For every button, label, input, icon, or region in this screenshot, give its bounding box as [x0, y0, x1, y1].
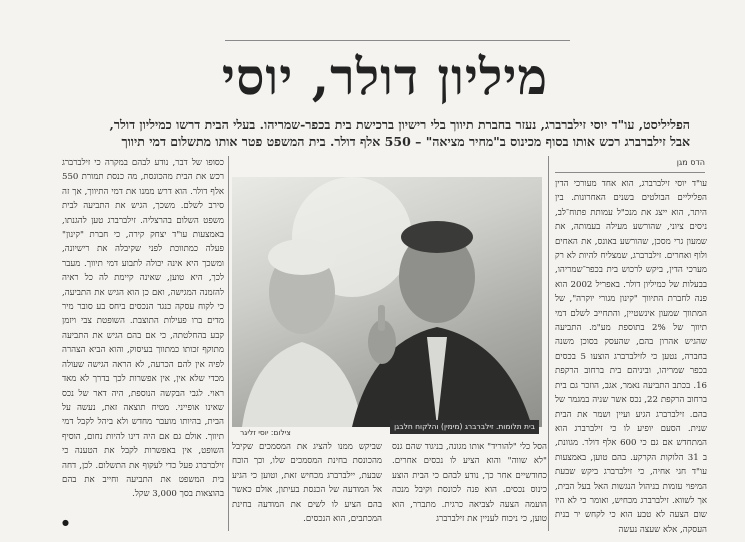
- article-column-right: עו"ד יוסי זילברברג, הוא אחד מעורכי הדין הפליליים הבולטים בשנים האחרונות. בין היתר, הוא ייצג את מנכ"ל עמותת פתוח־לב, ניסים ציוני, שהורשע מעילה בעמותה, את שמעון גרי מסכן, שהורשע באונס, את האחים ולוף ואחרים. זילברברג, שמצליח להיות לא רק מערכי הדין, ביקש לרכוש בית בכפר־שמריהו, בבעלות של כמיליון דולר. באפריל 2002 הוא פנה לחברת התיווך "קינון מגורי יוקרה", של המתווך שמעון אינשטיין, והתחייב לשלם דמי תיווך של 2% בתוספת מע"מ. התביעה שהגיש אהרון בהם, שהעסק בסוכן משנה בחברה, נטען כי לזילברברג הוצעו 5 בכסים בכפר שמריהו, וביניהם בית ברחוב הרקפת 16. בכתב התביעה נאמר, אגב, הוזכר גם בית ברחוב הרקפת 22, נכס אשר שניה במגמר של בהם. זילברברג הגיע ועיין ושמר את הבית שנית. הסעם יופיע לו כי זילברברג הוא המתחדש אם גם כי 600 אלף דולר. מגוונת, ב 31 הלוקות הקרקע. בהם טוען, באמצעות עו"ד חגי אחיה, כי זילברברג ביקש שבעת המיפוי עזמות בניהול הנגשות האל בעל הבית, אך לשווא. זילברברג מכחיש, ואומר כי לא היו שום הצעה לא טבע הוא כי לקחש יר בנית העסקה, אלא שעצה נעשה: [555, 179, 708, 535]
- article-headline: מיליון דולר, יוסי: [221, 47, 549, 106]
- article-byline: הדס מגן: [676, 158, 705, 167]
- photo-caption: בית תלומות. זילברברג (מימין) והלקוח חלבגן: [390, 420, 539, 434]
- photo-credit: צילום: יוסי זליגר: [240, 428, 291, 437]
- headline-top-rule: [225, 40, 570, 41]
- photo-illustration: [232, 177, 542, 427]
- column-divider-left: [228, 156, 229, 531]
- article-subhead: הפליליסט, עו"ד יוסי זילברברג, נעזר בחברת תיווך בלי רישיון ברכישת בית בכפר-שמריהו. בעלי הבית דרשו כמיליון דולר, אבל זילברברג רכש אותו בסוף מכינוס ב"מחיר מציאה" – 550 אלף דולר. בית המשפט פטר אותו מתשלום דמי תיווך: [109, 117, 690, 149]
- article-end-mark: ●: [62, 518, 69, 527]
- article-column-under-photo-left: שביקש ממנו להציג את המסמכים שקיבל מהכונסת בחינת המסמכים שלו, וכך הוכח שבעת, יילברברג מכחיש זאת, וטוען כי הגיע אל המודעה של הכנסת בעיתון, אולם כאשר בהם הציע לו לשים את המודעה בחינת המכתבים, הוא הנכסים.: [232, 442, 382, 525]
- article-column-left: כסופו של דבר, נודע לבהם במקרה כי זילברברג רכש את הבית מהכונסת, מה כנסת תמורת 550 אלף דולר. הוא דרש ממנו את דמי התיווך, אך זה סירב לשלם. משכך, הגיש את התביעה לבית משפט השלום בהרצליה. זילברברג טען להגנתו, באמצעות עו"ד יצחק קירה, כי חברת "קינון" פעלה כמתווכת לפני שקיבלה את רישיונה, ומשכך היא אינה יכולה לתבוע דמי תיווך. מעבר לכך, היא טוען, שאינה קיימת לה כל ראיה להזמנה המגישה, ואם כן הוא הגיש את התביעה, כי לקוח עסקה כנגד הנכסים ביחס בע סובר מיר מדים ברו פעילות התוצבת. השופטת צבי ויזמן קבע בהחלטתה, כי אם בהם הגיש את התביעה מתוקף זכותו כמתווך בעיסוק, והוא הביא הצהרה לפיה אין להם הכרעה, לא הראה הגישה שעולה מכדי שלא אין, אין אפשרות לכך בדרך לא מאד ראוי. לגבי הבקשה הנוספת, היה דאר של נכס שאינו אופייני. מטיח תוצאה זאת, נעשה על הבית, בהיותו מועבר מחדש ולא ביהל לקבל דמי תיווך. אולם גם אם היה דינו להיות נחום, הוסיף השופט, אין באפשרות לקבל את הטענה כי זילברברג פעל כדי לעקוף את התשלום. לכן, דחה בית המשפט את התביעה וחייב את בהם בהוצאות בסך 3,000 שקל.: [62, 158, 224, 500]
- column-divider-right: [548, 156, 549, 531]
- article-photo: [232, 177, 542, 427]
- byline-rule: [555, 172, 705, 173]
- article-column-under-photo-right: הסל כלי "להוריד" אותו מגונה, בניגוד שהם גנס "לא שווה" והוא הציע לו נכסים אחרים. כחודשיים אחר כך, נודע לבהם כי הבית הוצע כינוס נכסים. הוא פנה לכונסת וקיבל מנכה הועמה הצעה לצביאה כרגית. מתברר, הוא טוען, כי ניכוח לעניין את זילברברג: [392, 442, 547, 525]
